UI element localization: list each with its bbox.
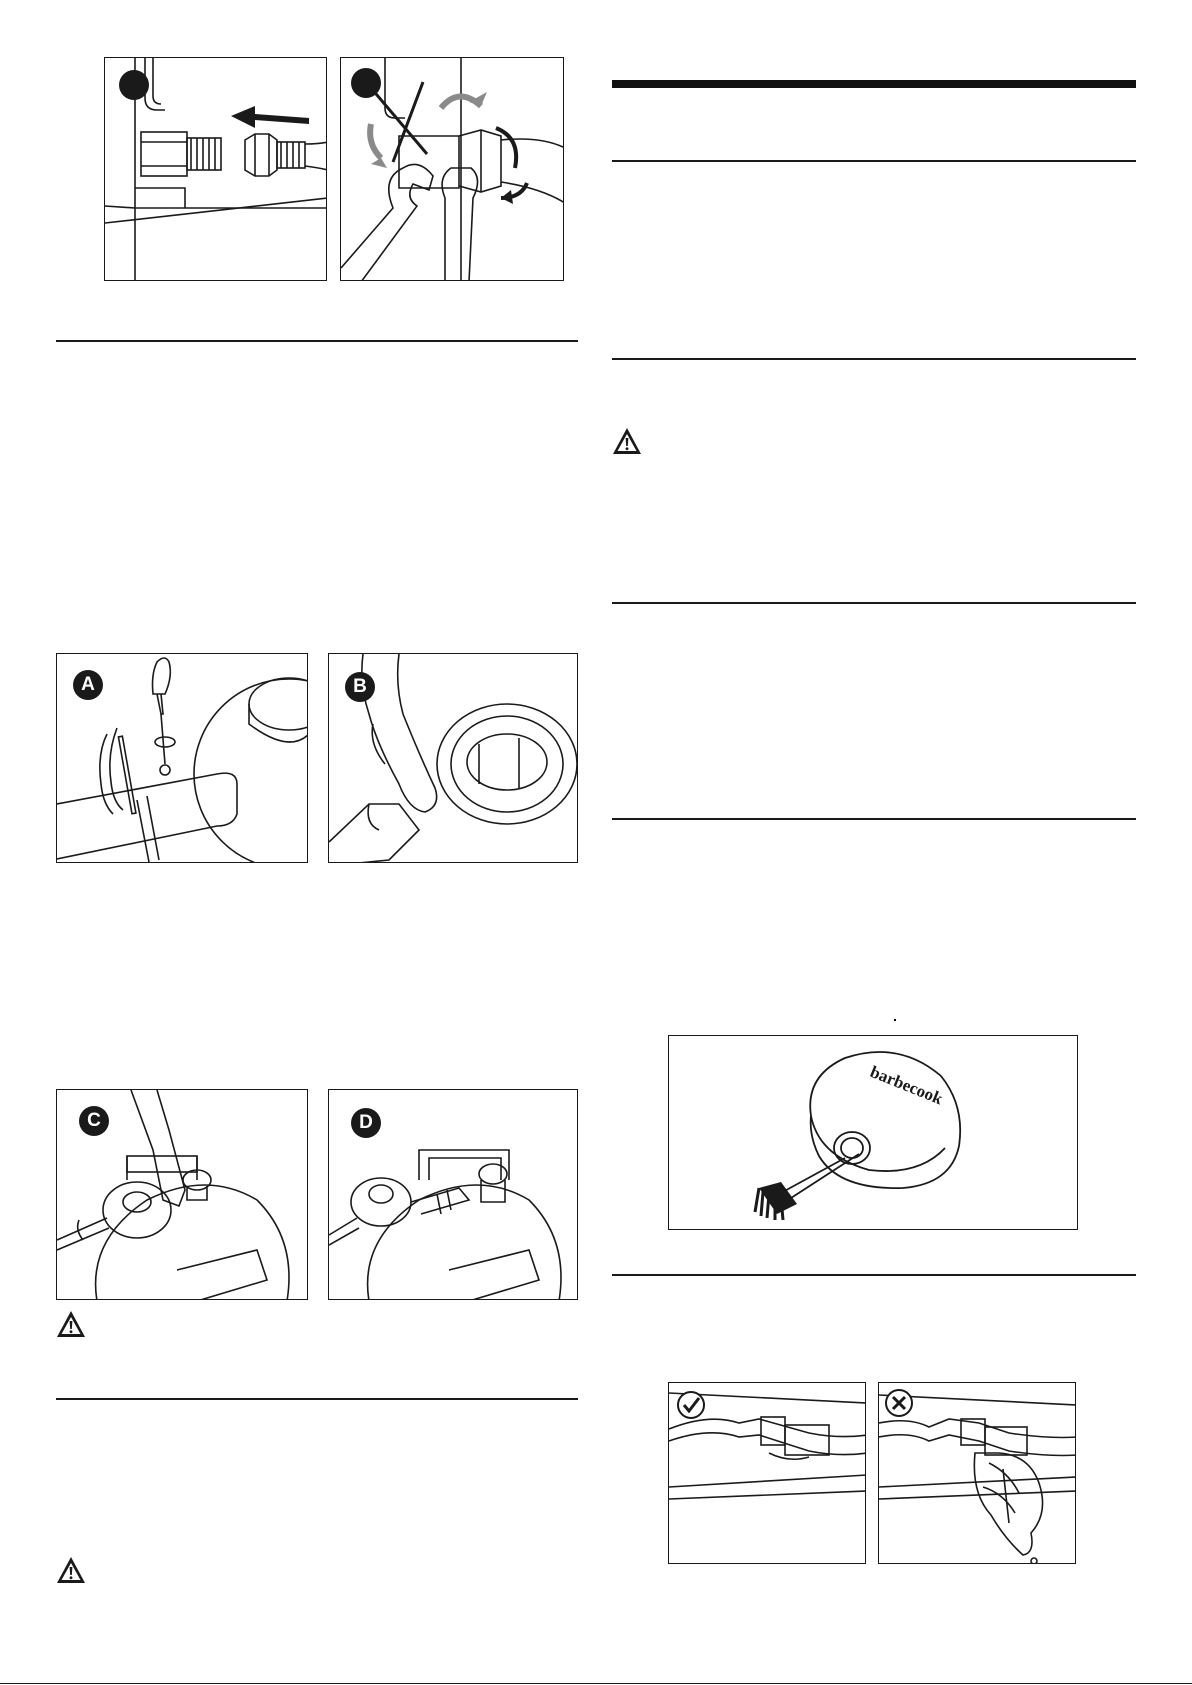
figure-leak-incorrect [878,1382,1076,1564]
brand-logo-text: barbecook [867,1062,946,1109]
step-badge-2 [351,68,381,98]
stray-dot [894,1019,896,1021]
warning-triangle-icon [612,427,642,455]
section-divider [612,602,1136,604]
step-badge-1 [119,70,149,100]
figure-badge-c: C [79,1106,109,1136]
section-divider [612,818,1136,820]
figure-leak-correct [668,1382,866,1564]
figure-d-cylinder-valve [328,1089,578,1300]
page-footer-line [0,1683,1192,1684]
figure-c-cylinder-wrench [56,1089,308,1300]
figure-badge-a: A [73,670,103,700]
section-divider [612,358,1136,360]
section-divider [56,340,578,342]
no-leak-illustration [669,1383,866,1564]
warning-triangle-icon [56,1556,86,1584]
figure-brush-bottle [668,1035,1078,1230]
figure-two-wrenches [340,57,564,281]
figure-a-hose-clamp [56,653,308,863]
section-divider [612,1274,1136,1276]
leak-bubbles-illustration [879,1383,1076,1564]
section-divider [56,1398,578,1400]
section-divider [612,160,1136,162]
header-bar [612,80,1136,88]
figure-b-regulator-wrench [328,653,578,863]
figure-badge-b: B [345,672,375,702]
brush-bottle-illustration [669,1036,1078,1230]
figure-badge-d: D [351,1108,381,1138]
warning-triangle-icon [56,1310,86,1338]
figure-hose-detach [104,57,327,281]
